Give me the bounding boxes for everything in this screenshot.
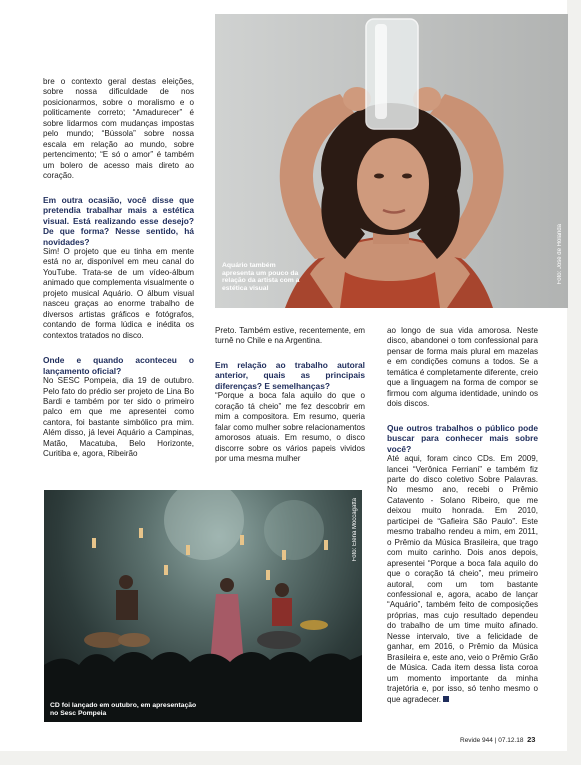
answer-other-works: Até aqui, foram cinco CDs. Em 2009, lancei “Verônica Ferriani” e também fiz parte do disco coletivo Sobre Palavras. No mesmo ano, recebi o Prêmio Catavento - Solano Ribeiro, que me deixou muito honrada. Em 2010, participei de “Gafieira São Paulo”. Este mesmo trabalho rendeu a mim, em 2011, o Prêmio da Música Brasileira, que trago com muito carinho. Dois anos depois, apresentei “Porque a boca fala aquilo do que o coração tá cheio”, meu primeiro autoral, com um tom bastante confessional e, agora, acabo de lançar “Aquário”, também feito de composições próprias, mas cujo resultado dependeu do trabalho de um time muito afinado. Nesse intervalo, tive a felicidade de ganhar, em 2016, o Prêmio da Música Brasileira e, este ano, veio o Prêmio Grão de Música. Cada item dessa lista coroa um momento importante da minha trajetória e, por isso, só tenho mesmo o que agradecer. bbox=[387, 454, 538, 704]
answer-visual: Sim! O projeto que eu tinha em mente está no ar, disponível em meu canal do YouTube. Trata-se de um vídeo-álbum animado que complementa visualmente o projeto musical Aquário. O álbum visual nasceu graças ao enorme trabalho de diversos artistas gráficos e fotógrafos, contando de forma lúdica e inédita os contextos tratados no disco. bbox=[43, 247, 194, 340]
concert-illustration bbox=[44, 490, 362, 722]
column-2 bbox=[215, 326, 365, 465]
question-visual: Em outra ocasião, você disse que pretendia trabalhar mais a estética visual. Está realizando esse desejo? De que forma? Nesse sentido, há novidades? bbox=[43, 194, 194, 247]
page-number: 23 bbox=[527, 735, 536, 744]
footer-separator: | bbox=[494, 737, 499, 744]
answer-launch: No SESC Pompeia, dia 19 de outubro. Pelo fato do prédio ser projeto de Lina Bo Bardi e também por ter sido o primeiro palco em que me apresentei como cantora, foi bastante simbólico pra mim. Além disso, já levei Aquário a Campinas, Matão, Macatuba, Belo Horizonte, Curitiba e, agora, Ribeirão bbox=[43, 376, 194, 459]
portrait-photo-credit: Foto: José de Holanda bbox=[557, 224, 563, 285]
portrait-caption: Aquário também apresenta um pouco da relação da artista com a estética visual bbox=[222, 262, 300, 292]
column-3 bbox=[387, 326, 538, 705]
answer-differences: “Porque a boca fala aquilo do que o coração tá cheio” me fez descobrir em mim a compositora. Em resumo, queria falar como mulher sobre relacionamentos amorosos atuais. Em resumo, o disco discorre sobre os vários papeis vividos por uma mesma mulher bbox=[215, 391, 365, 464]
concert-photo-credit: Foto: Elena Moccagatta bbox=[352, 498, 358, 562]
paragraph-intro: bre o contexto geral destas eleições, sobre nossa dificuldade de nos posicionarmos, sobre o moralismo e o politicamente correto; “Amadurecer” é sobre lidarmos com mudanças impostas pelo mundo; “Bússola” sobre nossa escala em relação ao mundo, sobre pertencimento; “E só o amor” é também um bolero de acesso mais direto ao coração. bbox=[43, 77, 194, 181]
issue-date: 07.12.18 bbox=[498, 737, 524, 744]
answer-launch-continued: Preto. Também estive, recentemente, em turnê no Chile e na Argentina. bbox=[215, 326, 365, 346]
page-footer bbox=[460, 735, 535, 744]
artist-portrait-photo bbox=[215, 14, 568, 308]
concert-caption: CD foi lançado em outubro, em apresentação no Sesc Pompeia bbox=[50, 702, 197, 717]
column-1 bbox=[43, 77, 194, 460]
concert-photo bbox=[44, 490, 362, 722]
question-differences: Em relação ao trabalho autoral anterior, quais as principais diferenças? E semelhanças? bbox=[215, 359, 365, 391]
answer-differences-continued: ao longo de sua vida amorosa. Neste disco, abandonei o tom confessional para pensar de forma mais plural em mazelas e em condições comuns a todos. Se a temática é completamente diferente, creio que a linguagem na forma de compor se firmou com alguma identidade, unindo os dois discos. bbox=[387, 326, 538, 409]
question-launch: Onde e quando aconteceu o lançamento oficial? bbox=[43, 355, 194, 376]
question-other-works: Que outros trabalhos o público pode buscar para conhecer mais sobre você? bbox=[387, 422, 538, 454]
end-mark-icon bbox=[443, 696, 449, 702]
magazine-issue: Revide 944 bbox=[460, 737, 493, 744]
